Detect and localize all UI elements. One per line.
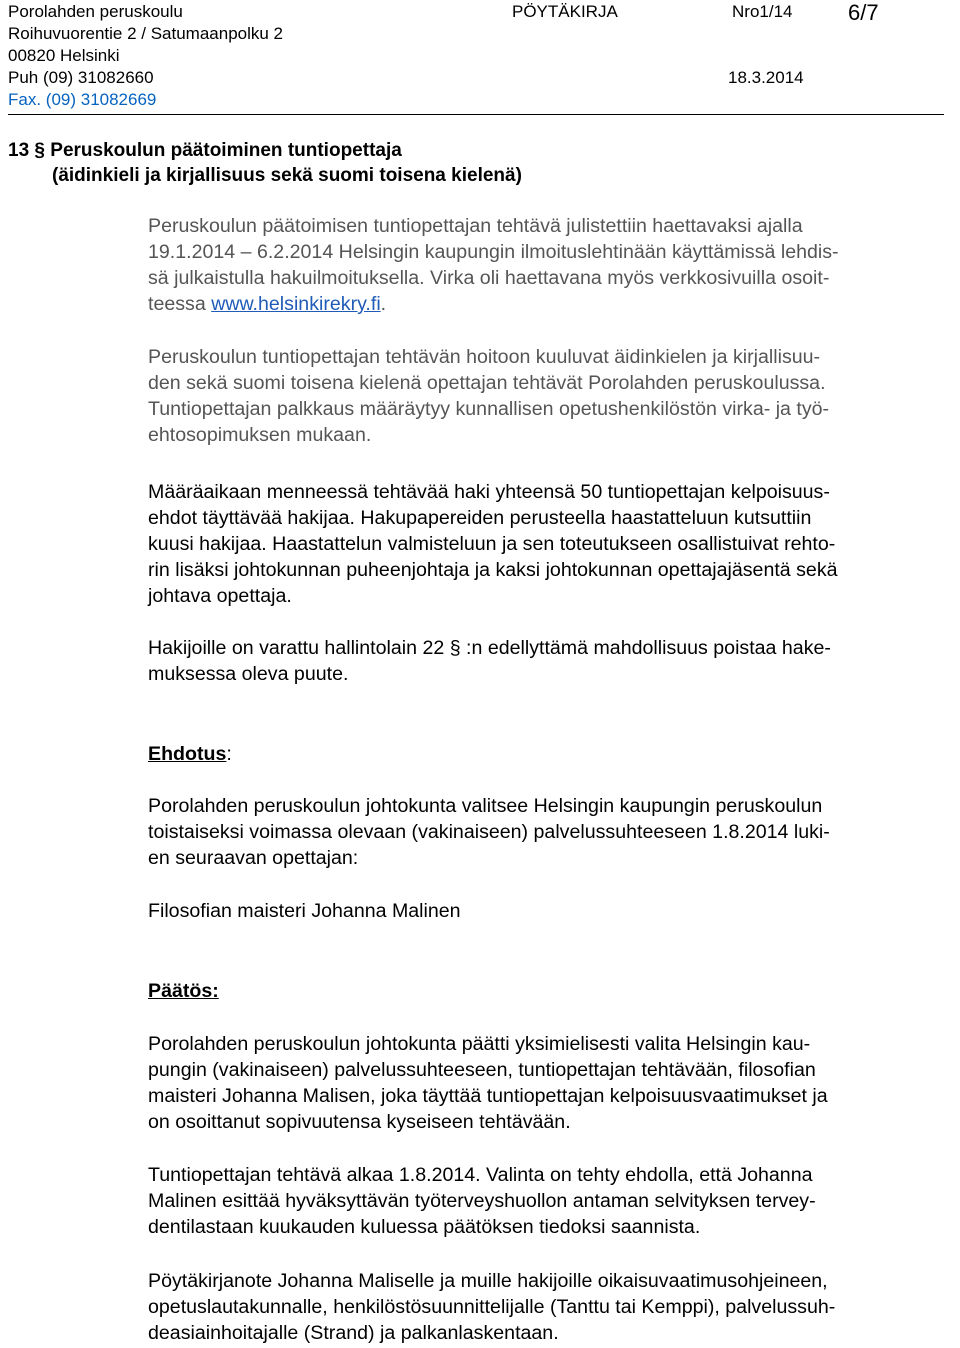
- text-line: maisteri Johanna Malisen, joka täyttää tuntiopettajan kelpoisuusvaatimukset ja: [148, 1085, 828, 1107]
- proposal-heading-text: Ehdotus: [148, 743, 227, 765]
- document-number: Nro1/14: [732, 2, 793, 21]
- paragraph-announcement: [148, 213, 960, 317]
- text-line: 19.1.2014 – 6.2.2014 Helsingin kaupungin ilmoituslehtinään käyttämissä lehdis-: [148, 241, 839, 263]
- paragraph-duties: [148, 344, 960, 448]
- text-line: pungin (vakinaiseen) palvelussuhteeseen, tuntiopettajan tehtävään, filosofian: [148, 1059, 816, 1081]
- text-line: rin lisäksi johtokunnan puheenjohtaja ja kaksi johtokunnan opettajajäsentä sekä: [148, 559, 838, 581]
- text-line: muksessa oleva puute.: [148, 663, 349, 685]
- link-suffix: .: [380, 293, 387, 315]
- text-line: Tuntiopettajan tehtävä alkaa 1.8.2014. Valinta on tehty ehdolla, että Johanna: [148, 1164, 813, 1186]
- meeting-date: 18.3.2014: [728, 68, 804, 87]
- text-line: Määräaikaan menneessä tehtävää haki yhteensä 50 tuntiopettajan kelpoisuus-: [148, 481, 830, 503]
- section-symbol: §: [34, 140, 45, 161]
- section-title-line2: (äidinkieli ja kirjallisuus sekä suomi toisena kielenä): [52, 165, 522, 186]
- text-line: Malinen esittää hyväksyttävän työterveyshuollon antaman selvityksen tervey-: [148, 1190, 816, 1212]
- decision-paragraph-selection: [148, 1031, 960, 1135]
- text-line: Tuntiopettajan palkkaus määräytyy kunnallisen opetushenkilöstön virka- ja työ-: [148, 398, 830, 420]
- text-line: den sekä suomi toisena kielenä opettajan tehtävät Porolahden peruskoulussa.: [148, 372, 826, 394]
- text-line: on osoittanut sopivuutensa kyseiseen tehtävään.: [148, 1111, 571, 1133]
- text-line: sä julkaistulla hakuilmoituksella. Virka oli haettavana myös verkkosivuilla osoit-: [148, 267, 830, 289]
- proposal-heading: [148, 741, 232, 767]
- appointee-name: Filosofian maisteri Johanna Malinen: [148, 900, 461, 922]
- decision-heading: Päätös:: [148, 980, 219, 1002]
- document-type: PÖYTÄKIRJA: [512, 2, 618, 21]
- text-line: kuusi hakijaa. Haastattelun valmisteluun ja sen toteutukseen osallistuivat rehto-: [148, 533, 836, 555]
- phone-line: Puh (09) 31082660: [8, 68, 154, 87]
- section-title: Peruskoulun päätoiminen tuntiopettaja: [50, 140, 402, 161]
- proposal-heading-colon: :: [226, 743, 232, 765]
- text-line: Hakijoille on varattu hallintolain 22 § :n edellyttämä mahdollisuus poistaa hake-: [148, 637, 831, 659]
- text-line: Porolahden peruskoulun johtokunta päätti yksimielisesti valita Helsingin kau-: [148, 1033, 811, 1055]
- org-name: Porolahden peruskoulu: [8, 2, 183, 21]
- text-line: deasiainhoitajalle (Strand) ja palkanlaskentaan.: [148, 1322, 559, 1344]
- page-number: 6/7: [848, 0, 879, 25]
- text-line: Porolahden peruskoulun johtokunta valitsee Helsingin kaupungin peruskoulun: [148, 795, 823, 817]
- helsinkirekry-link[interactable]: www.helsinkirekry.fi: [211, 293, 381, 315]
- paragraph-applicants: [148, 479, 960, 609]
- text-line: Peruskoulun tuntiopettajan tehtävän hoitoon kuuluvat äidinkielen ja kirjallisuu-: [148, 346, 821, 368]
- decision-paragraph-start: [148, 1162, 960, 1240]
- decision-paragraph-distribution: [148, 1268, 960, 1346]
- fax-line: Fax. (09) 31082669: [8, 90, 157, 109]
- link-prefix: teessa: [148, 293, 212, 315]
- section-number: 13: [8, 140, 30, 161]
- paragraph-remedy: [148, 635, 960, 687]
- text-line: Pöytäkirjanote Johanna Maliselle ja muille hakijoille oikaisuvaatimusohjeineen,: [148, 1270, 828, 1292]
- text-line-with-link: [148, 291, 960, 317]
- text-line: johtava opettaja.: [148, 585, 292, 607]
- text-line: opetuslautakunnalle, henkilöstösuunnittelijalle (Tanttu tai Kemppi), palvelussuh-: [148, 1296, 836, 1318]
- postal-line: 00820 Helsinki: [8, 46, 120, 65]
- header-divider: [8, 114, 944, 115]
- text-line: ehdot täyttävää hakijaa. Hakupapereiden perusteella haastatteluun kutsuttiin: [148, 507, 812, 529]
- address-line: Roihuvuorentie 2 / Satumaanpolku 2: [8, 24, 284, 43]
- text-line: en seuraavan opettajan:: [148, 847, 359, 869]
- text-line: Peruskoulun päätoimisen tuntiopettajan tehtävä julistettiin haettavaksi ajalla: [148, 215, 803, 237]
- text-line: toistaiseksi voimassa olevaan (vakinaiseen) palvelussuhteeseen 1.8.2014 luki-: [148, 821, 830, 843]
- proposal-text: [148, 793, 960, 871]
- text-line: ehtosopimuksen mukaan.: [148, 424, 372, 446]
- text-line: dentilastaan kuukauden kuluessa päätöksen tiedoksi saannista.: [148, 1216, 701, 1238]
- section-title-line1: [8, 138, 402, 163]
